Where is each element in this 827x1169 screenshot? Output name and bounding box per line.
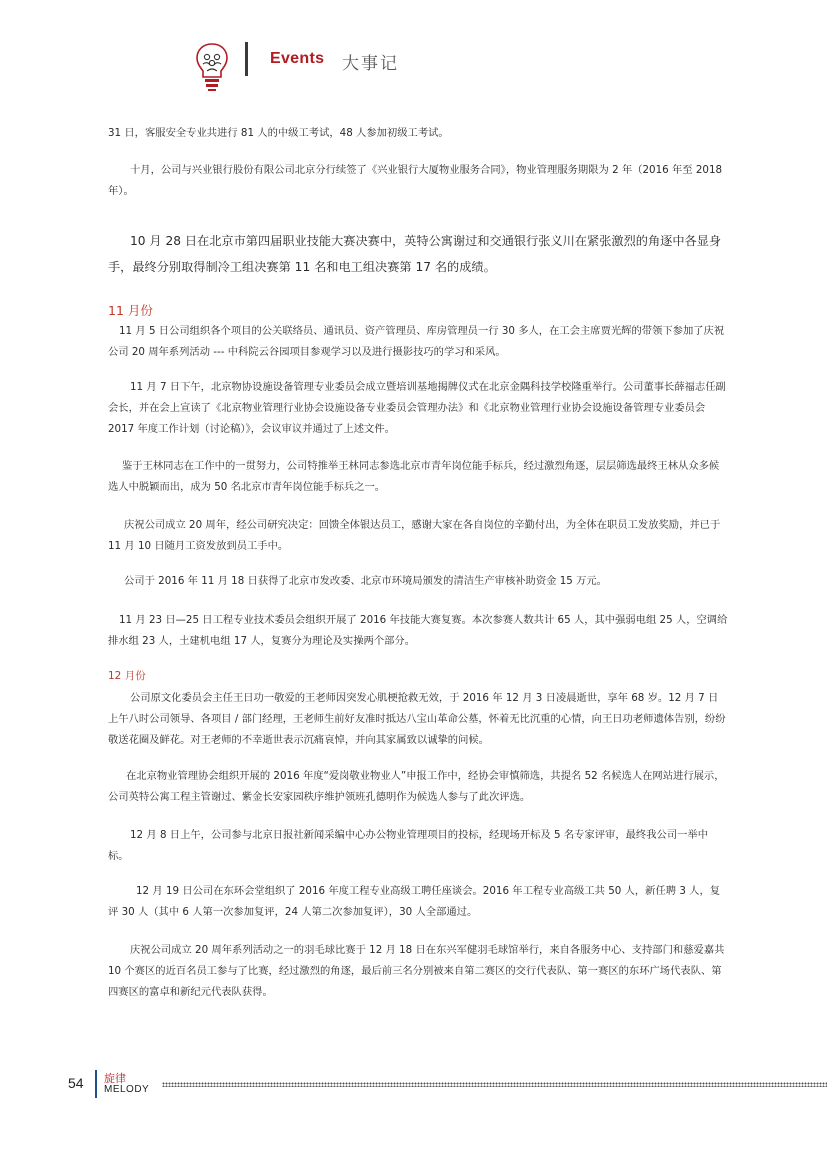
paragraph: 公司原文化委员会主任王日功一敬爱的王老师因突发心肌梗抢救无效，于 2016 年 12 月 3 日凌晨逝世，享年 68 岁。12 月 7 日上午八时公司领导、各项目 / 部门经理，王老师生前好友准时抵达八宝山革命公墓，怀着无比沉重的心情，向王日功老师遗体告别，纷纷敬送花圈及鲜花。对王老师的不幸逝世表示沉痛哀悼，并向其家属致以诚挚的问候。 (108, 692, 726, 746)
paragraph: 31 日，客服安全专业共进行 81 人的中级工考试，48 人参加初级工考试。 (108, 127, 449, 139)
lightbulb-people-icon (194, 40, 230, 92)
brand-name-cn: 旋律 (104, 1072, 126, 1085)
paragraph: 12 月 8 日上午，公司参与北京日报社新闻采编中心办公物业管理项目的投标，经现场开标及 5 名专家评审，最终我公司一举中标。 (108, 829, 709, 862)
paragraph: 庆祝公司成立 20 周年系列活动之一的羽毛球比赛于 12 月 18 日在东兴军健羽毛球馆举行，来自各服务中心、支持部门和慈爱嘉共 10 个赛区的近百名员工参与了比赛，经过激烈的角逐，最后前三名分别被来自第二赛区的交行代表队、第一赛区的东环广场代表队、第四赛区的富卓和新纪元代表队获得。 (108, 944, 725, 998)
paragraph: 十月，公司与兴业银行股份有限公司北京分行续签了《兴业银行大厦物业服务合同》，物业管理服务期限为 2 年（2016 年至 2018 年）。 (108, 164, 723, 197)
paragraph: 10 月 28 日在北京市第四届职业技能大赛决赛中，英特公寓谢过和交通银行张义川在紧张激烈的角逐中各显身手，最终分别取得制冷工组决赛第 11 名和电工组决赛第 17 名的成绩。 (108, 234, 722, 274)
footer-dotted-rule (162, 1082, 827, 1087)
month-heading-november: 11 月份 (108, 303, 153, 318)
page-number: 54 (68, 1075, 84, 1091)
section-title-en: Events (270, 50, 325, 67)
footer-divider (95, 1070, 97, 1098)
paragraph: 公司于 2016 年 11 月 18 日获得了北京市发改委、北京市环境局颁发的清洁生产审核补助资金 15 万元。 (124, 575, 607, 587)
paragraph: 12 月 19 日公司在东环会堂组织了 2016 年度工程专业高级工聘任座谈会。2016 年工程专业高级工共 50 人，新任聘 3 人，复评 30 人（其中 6 人第一次参加复评，24 人第二次参加复评），30 人全部通过。 (108, 885, 721, 918)
paragraph: 鉴于王林同志在工作中的一贯努力，公司特推举王林同志参选北京市青年岗位能手标兵，经过激烈角逐，层层筛选最终王林从众多候选人中脱颖而出，成为 50 名北京市青年岗位能手标兵之一。 (108, 460, 720, 493)
header-divider (245, 42, 248, 76)
paragraph: 庆祝公司成立 20 周年，经公司研究决定：回馈全体银达员工，感谢大家在各自岗位的辛勤付出，为全体在职员工发放奖励，并已于 11 月 10 日随月工资发放到员工手中。 (108, 519, 721, 552)
paragraph: 11 月 5 日公司组织各个项目的公关联络员、通讯员、资产管理员、库房管理员一行 30 多人，在工会主席贾光辉的带领下参加了庆祝公司 20 周年系列活动 --- 中科院云谷园项目参观学习以及进行摄影技巧的学习和采风。 (108, 325, 725, 358)
paragraph: 11 月 7 日下午，北京物协设施设备管理专业委员会成立暨培训基地揭牌仪式在北京金隅科技学校隆重举行。公司董事长薛福志任副会长，并在会上宣读了《北京物业管理行业协会设施设备专业委员会管理办法》和《北京物业管理行业协会设施设备管理专业委员会 2017 年度工作计划（讨论稿）》，会议审议并通过了上述文件。 (108, 381, 726, 435)
paragraph: 在北京物业管理协会组织开展的 2016 年度“爱岗敬业物业人”申报工作中，经协会审慎筛选，共提名 52 名候选人在网站进行展示，公司英特公寓工程主管谢过、紫金长安家园秩序维护领班孔德明作为候选人参与了此次评选。 (108, 770, 725, 803)
paragraph: 11 月 23 日—25 日工程专业技术委员会组织开展了 2016 年技能大赛复赛。本次参赛人数共计 65 人，其中强弱电组 25 人，空调给排水组 23 人，土建机电组 17 人，复赛分为理论及实操两个部分。 (108, 614, 728, 647)
section-title-cn: 大事记 (342, 54, 399, 74)
month-heading-december: 12 月份 (108, 670, 146, 682)
brand-name-en: MELODY (104, 1084, 150, 1095)
